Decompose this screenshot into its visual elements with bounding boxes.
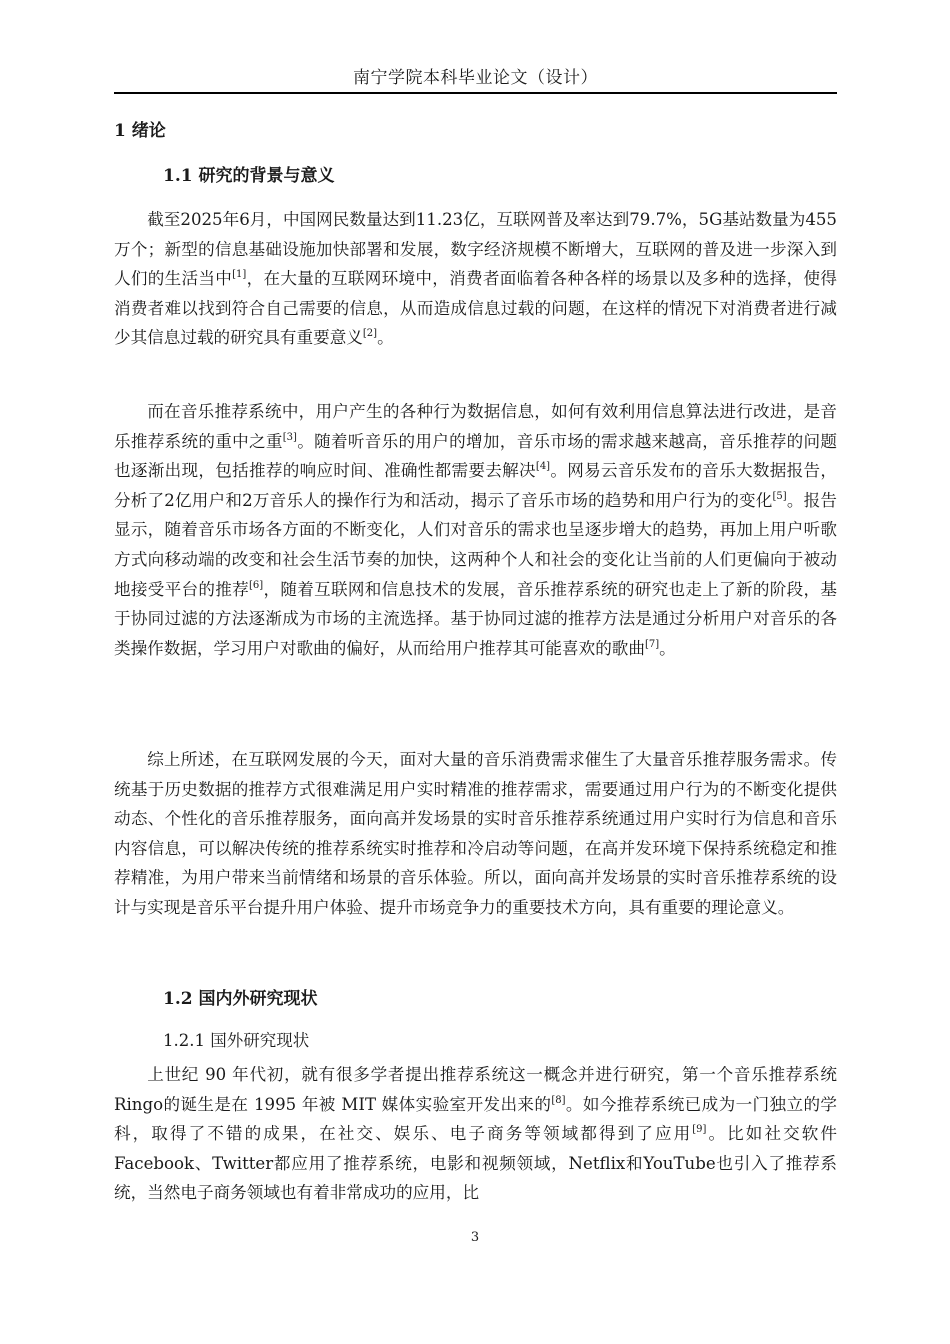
text: 。网易云音乐发布的音乐大数据报告，分析了2亿用户和2万音乐人的操作行为和活动，揭示了音乐市场的趋势和用户行为的变化: [114, 461, 837, 510]
paragraph-2: [114, 397, 837, 663]
text: 综上所述，在互联网发展的今天，面对大量的音乐消费需求催生了大量音乐推荐服务需求。传统基于历史数据的推荐方式很难满足用户实时精准的推荐需求，需要通过用户行为的不断变化提供动态、个性化的音乐推荐服务，面向高并发场景的实时音乐推荐系统通过用户实时行为信息和音乐内容信息，可以解决传统的推荐系统实时推荐和冷启动等问题，在高并发环境下保持系统稳定和推荐精准，为用户带来当前情绪和场景的音乐体验。所以，面向高并发场景的实时音乐推荐系统的设计与实现是音乐平台提升用户体验、提升市场竞争力的重要技术方向，具有重要的理论意义。: [114, 750, 837, 917]
paragraph-4: [114, 1060, 837, 1208]
header-rule: [114, 92, 837, 94]
text: ，随着互联网和信息技术的发展，音乐推荐系统的研究也走上了新的阶段，基于协同过滤的方法逐渐成为市场的主流选择。基于协同过滤的推荐方法是通过分析用户对音乐的各类操作数据，学习用户对歌曲的偏好，从而给用户推荐其可能喜欢的歌曲: [114, 579, 837, 658]
citation: [4]: [535, 461, 551, 473]
citation: [5]: [772, 490, 787, 502]
citation: [8]: [551, 1094, 566, 1106]
paragraph-3: [114, 745, 837, 923]
citation: [2]: [362, 328, 378, 340]
page-number: 3: [470, 1230, 480, 1245]
text: 截至2025年6月，中国网民数量达到11.23亿，互联网普及率达到79.7%，5G基站数量为455万个；新型的信息基础设施加快部署和发展，数字经济规模不断增大，互联网的普及进一步深入到人们的生活当中: [114, 210, 837, 289]
text: 。随着听音乐的用户的增加，音乐市场的需求越来越高，音乐推荐的问题也逐渐出现，包括推荐的响应时间、准确性都需要去解决: [114, 431, 838, 481]
text: ，在大量的互联网环境中，消费者面临着各种各样的场景以及多种的选择，使得消费者难以找到符合自己需要的信息，从而造成信息过载的问题，在这样的情况下对消费者进行减少其信息过载的研究具有重要意义: [114, 269, 838, 348]
citation: [6]: [249, 579, 264, 591]
chapter-title: 1 绪论: [114, 121, 166, 141]
citation: [3]: [282, 431, 297, 443]
citation: [7]: [645, 638, 660, 650]
citation: [1]: [232, 269, 247, 281]
subsection-title-1-2-1: 1.2.1 国外研究现状: [163, 1031, 310, 1050]
section-title-1-2: 1.2 国内外研究现状: [163, 989, 318, 1009]
section-title-1-1: 1.1 研究的背景与意义: [163, 166, 335, 186]
text: 。如今推荐系统已成为一门独立的学科，取得了不错的成果，在社交、娱乐、电子商务等领域都得到了应用: [114, 1094, 838, 1144]
paragraph-1: [114, 205, 837, 353]
running-header: 南宁学院本科毕业论文（设计）: [353, 68, 598, 88]
text: 。: [377, 328, 394, 348]
text: 。报告显示，随着音乐市场各方面的不断变化，人们对音乐的需求也呈逐步增大的趋势，再加上用户听歌方式向移动端的改变和社会生活节奏的加快，这两种个人和社会的变化让当前的人们更偏向于被动地接受平台的推荐: [114, 490, 837, 599]
text: 。: [659, 638, 676, 658]
text: 而在音乐推荐系统中，用户产生的各种行为数据信息，如何有效利用信息算法进行改进，是音乐推荐系统的重中之重: [114, 402, 837, 451]
text: 。比如社交软件Facebook、Twitter都应用了推荐系统，电影和视频领域，Netflix和YouTube也引入了推荐系统，当然电子商务领域也有着非常成功的应用，比: [114, 1124, 838, 1203]
text: 上世纪 90 年代初，就有很多学者提出推荐系统这一概念并进行研究，第一个音乐推荐系统 Ringo的诞生是在 1995 年被 MIT 媒体实验室开发出来的: [114, 1065, 837, 1114]
citation: [9]: [692, 1124, 707, 1136]
